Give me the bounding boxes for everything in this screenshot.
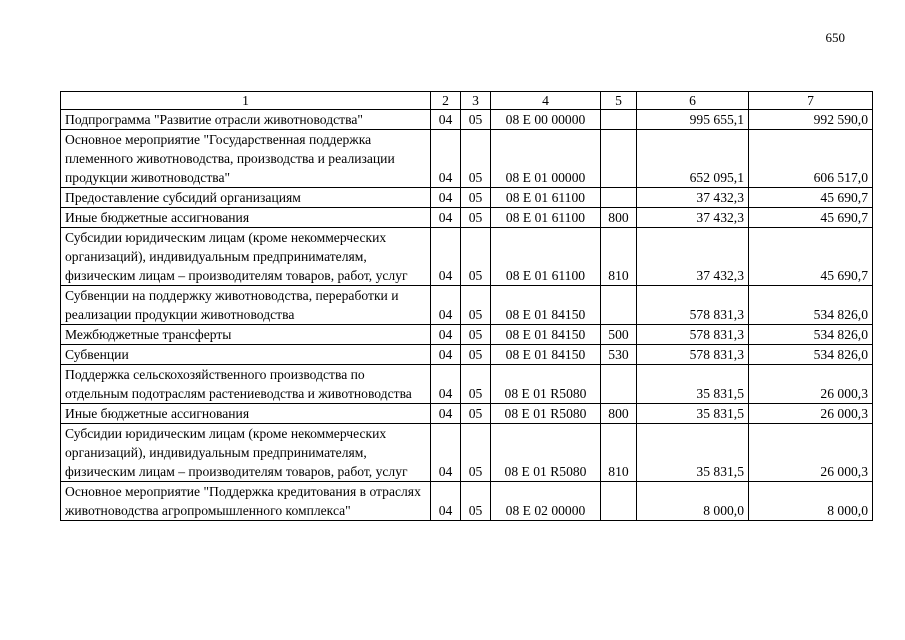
row-name: Иные бюджетные ассигнования bbox=[61, 208, 431, 228]
row-name: Подпрограмма "Развитие отрасли животноводства" bbox=[61, 110, 431, 130]
row-pr: 05 bbox=[461, 365, 491, 404]
row-vr bbox=[601, 188, 637, 208]
row-csr: 08 Е 01 84150 bbox=[491, 345, 601, 365]
row-sum-1: 35 831,5 bbox=[637, 424, 749, 482]
row-sum-1: 8 000,0 bbox=[637, 482, 749, 521]
table-row bbox=[61, 345, 873, 365]
table-row bbox=[61, 130, 873, 188]
row-rz: 04 bbox=[431, 110, 461, 130]
table-row bbox=[61, 482, 873, 521]
row-vr: 810 bbox=[601, 424, 637, 482]
row-rz: 04 bbox=[431, 404, 461, 424]
row-csr: 08 Е 01 61100 bbox=[491, 208, 601, 228]
row-sum-2: 26 000,3 bbox=[749, 404, 873, 424]
table-row bbox=[61, 365, 873, 404]
header-cell-2: 2 bbox=[431, 92, 461, 110]
row-sum-1: 35 831,5 bbox=[637, 404, 749, 424]
row-csr: 08 Е 01 84150 bbox=[491, 286, 601, 325]
row-rz: 04 bbox=[431, 228, 461, 286]
table-row bbox=[61, 110, 873, 130]
header-row bbox=[61, 92, 873, 110]
row-rz: 04 bbox=[431, 365, 461, 404]
page-number: 650 bbox=[825, 30, 845, 45]
row-pr: 05 bbox=[461, 228, 491, 286]
row-sum-2: 26 000,3 bbox=[749, 424, 873, 482]
row-rz: 04 bbox=[431, 286, 461, 325]
row-name: Субсидии юридическим лицам (кроме некоммерческих организаций), индивидуальным предпринимателям, физическим лицам – производителям товаров, работ, услуг bbox=[61, 424, 431, 482]
header-cell-6: 6 bbox=[637, 92, 749, 110]
row-csr: 08 Е 01 R5080 bbox=[491, 424, 601, 482]
row-vr bbox=[601, 130, 637, 188]
row-pr: 05 bbox=[461, 208, 491, 228]
row-sum-2: 534 826,0 bbox=[749, 325, 873, 345]
row-name: Субсидии юридическим лицам (кроме некоммерческих организаций), индивидуальным предпринимателям, физическим лицам – производителям товаров, работ, услуг bbox=[61, 228, 431, 286]
row-name: Основное мероприятие "Поддержка кредитования в отраслях животноводства агропромышленного комплекса" bbox=[61, 482, 431, 521]
row-sum-2: 8 000,0 bbox=[749, 482, 873, 521]
row-sum-1: 37 432,3 bbox=[637, 208, 749, 228]
row-vr bbox=[601, 110, 637, 130]
row-sum-1: 37 432,3 bbox=[637, 228, 749, 286]
row-vr: 500 bbox=[601, 325, 637, 345]
table-row bbox=[61, 286, 873, 325]
row-vr bbox=[601, 286, 637, 325]
row-vr: 530 bbox=[601, 345, 637, 365]
row-csr: 08 Е 01 61100 bbox=[491, 188, 601, 208]
row-rz: 04 bbox=[431, 208, 461, 228]
row-sum-2: 534 826,0 bbox=[749, 286, 873, 325]
row-rz: 04 bbox=[431, 424, 461, 482]
row-csr: 08 Е 00 00000 bbox=[491, 110, 601, 130]
row-name: Иные бюджетные ассигнования bbox=[61, 404, 431, 424]
row-pr: 05 bbox=[461, 188, 491, 208]
row-rz: 04 bbox=[431, 188, 461, 208]
table-row bbox=[61, 404, 873, 424]
row-vr bbox=[601, 482, 637, 521]
header-cell-5: 5 bbox=[601, 92, 637, 110]
row-sum-2: 992 590,0 bbox=[749, 110, 873, 130]
table-row bbox=[61, 188, 873, 208]
table-row bbox=[61, 228, 873, 286]
row-rz: 04 bbox=[431, 130, 461, 188]
table-body bbox=[61, 110, 873, 521]
row-name: Субвенции на поддержку животноводства, переработки и реализации продукции животноводства bbox=[61, 286, 431, 325]
row-sum-1: 37 432,3 bbox=[637, 188, 749, 208]
row-vr: 800 bbox=[601, 208, 637, 228]
row-vr bbox=[601, 365, 637, 404]
row-vr: 810 bbox=[601, 228, 637, 286]
row-sum-1: 578 831,3 bbox=[637, 325, 749, 345]
table-row bbox=[61, 424, 873, 482]
row-sum-1: 578 831,3 bbox=[637, 345, 749, 365]
row-sum-1: 995 655,1 bbox=[637, 110, 749, 130]
row-sum-2: 534 826,0 bbox=[749, 345, 873, 365]
row-pr: 05 bbox=[461, 404, 491, 424]
row-sum-2: 26 000,3 bbox=[749, 365, 873, 404]
row-pr: 05 bbox=[461, 325, 491, 345]
row-csr: 08 Е 01 R5080 bbox=[491, 404, 601, 424]
header-cell-1: 1 bbox=[61, 92, 431, 110]
row-sum-2: 606 517,0 bbox=[749, 130, 873, 188]
header-cell-4: 4 bbox=[491, 92, 601, 110]
table-row bbox=[61, 208, 873, 228]
row-sum-1: 35 831,5 bbox=[637, 365, 749, 404]
row-name: Основное мероприятие "Государственная поддержка племенного животноводства, производства и реализации продукции животноводства" bbox=[61, 130, 431, 188]
row-rz: 04 bbox=[431, 482, 461, 521]
row-name: Поддержка сельскохозяйственного производства по отдельным подотраслям растениеводства и животноводства bbox=[61, 365, 431, 404]
header-cell-3: 3 bbox=[461, 92, 491, 110]
budget-table bbox=[60, 91, 873, 521]
row-sum-1: 578 831,3 bbox=[637, 286, 749, 325]
row-name: Субвенции bbox=[61, 345, 431, 365]
row-pr: 05 bbox=[461, 130, 491, 188]
row-pr: 05 bbox=[461, 482, 491, 521]
row-csr: 08 Е 01 R5080 bbox=[491, 365, 601, 404]
row-pr: 05 bbox=[461, 110, 491, 130]
row-name: Предоставление субсидий организациям bbox=[61, 188, 431, 208]
row-sum-1: 652 095,1 bbox=[637, 130, 749, 188]
row-sum-2: 45 690,7 bbox=[749, 188, 873, 208]
row-rz: 04 bbox=[431, 345, 461, 365]
row-csr: 08 Е 01 00000 bbox=[491, 130, 601, 188]
row-sum-2: 45 690,7 bbox=[749, 208, 873, 228]
row-rz: 04 bbox=[431, 325, 461, 345]
header-cell-7: 7 bbox=[749, 92, 873, 110]
row-pr: 05 bbox=[461, 424, 491, 482]
row-pr: 05 bbox=[461, 345, 491, 365]
row-pr: 05 bbox=[461, 286, 491, 325]
row-csr: 08 Е 01 84150 bbox=[491, 325, 601, 345]
row-vr: 800 bbox=[601, 404, 637, 424]
row-sum-2: 45 690,7 bbox=[749, 228, 873, 286]
table-row bbox=[61, 325, 873, 345]
row-csr: 08 Е 02 00000 bbox=[491, 482, 601, 521]
row-name: Межбюджетные трансферты bbox=[61, 325, 431, 345]
row-csr: 08 Е 01 61100 bbox=[491, 228, 601, 286]
